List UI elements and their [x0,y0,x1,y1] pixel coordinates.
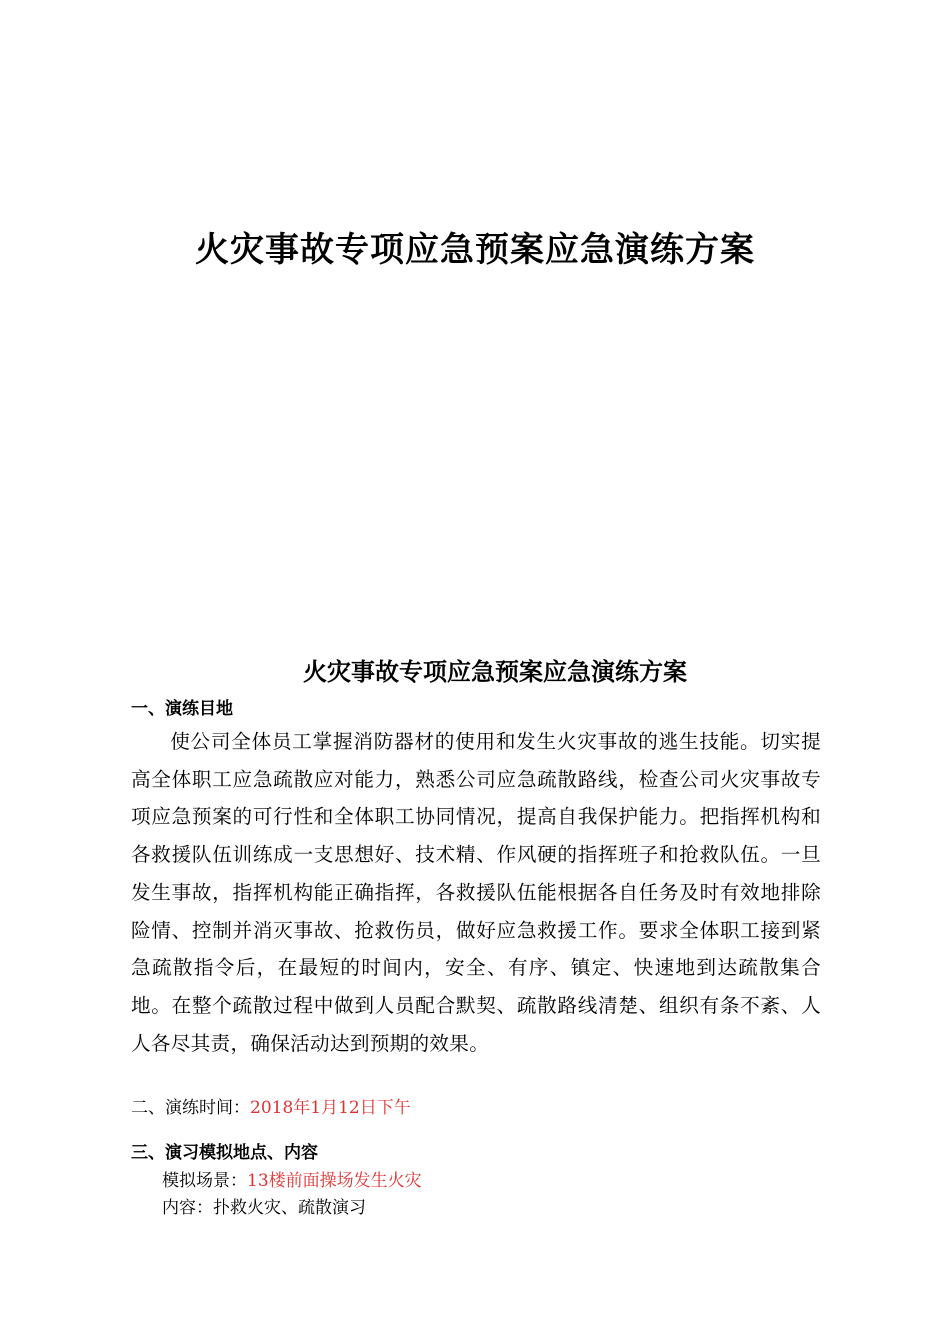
scene-label: 模拟场景： [162,1171,247,1191]
scene-value: 13楼前面操场发生火灾 [247,1171,422,1191]
drill-time-label: 二、演练时间： [131,1098,250,1118]
scene-line [162,1169,422,1193]
drill-time-value: 2018年1月12日下午 [250,1098,411,1118]
section-1-body: 使公司全体员工掌握消防器材的使用和发生火灾事故的逃生技能。切实提高全体职工应急疏散应对能力，熟悉公司应急疏散路线，检查公司火灾事故专项应急预案的可行性和全体职工协同情况，提高自我保护能力。把指挥机构和各救援队伍训练成一支思想好、技术精、作风硬的指挥班子和抢救队伍。一旦发生事故，指挥机构能正确指挥，各救援队伍能根据各自任务及时有效地排除险情、控制并消灭事故、抢救伤员，做好应急救援工作。要求全体职工接到紧急疏散指令后，在最短的时间内，安全、有序、镇定、快速地到达疏散集合地。在整个疏散过程中做到人员配合默契、疏散路线清楚、组织有条不紊、人人各尽其责，确保活动达到预期的效果。 [131,730,821,1055]
content-value: 扑救火灾、疏散演习 [213,1198,366,1218]
content-label: 内容： [162,1198,213,1218]
cover-title: 火灾事故专项应急预案应急演练方案 [195,230,755,270]
content-line [162,1196,366,1220]
section-2-line [131,1096,411,1120]
section-1-heading: 一、演练目地 [131,699,233,719]
document-title: 火灾事故专项应急预案应急演练方案 [303,658,687,686]
section-3-heading: 三、演习模拟地点、内容 [131,1143,318,1163]
